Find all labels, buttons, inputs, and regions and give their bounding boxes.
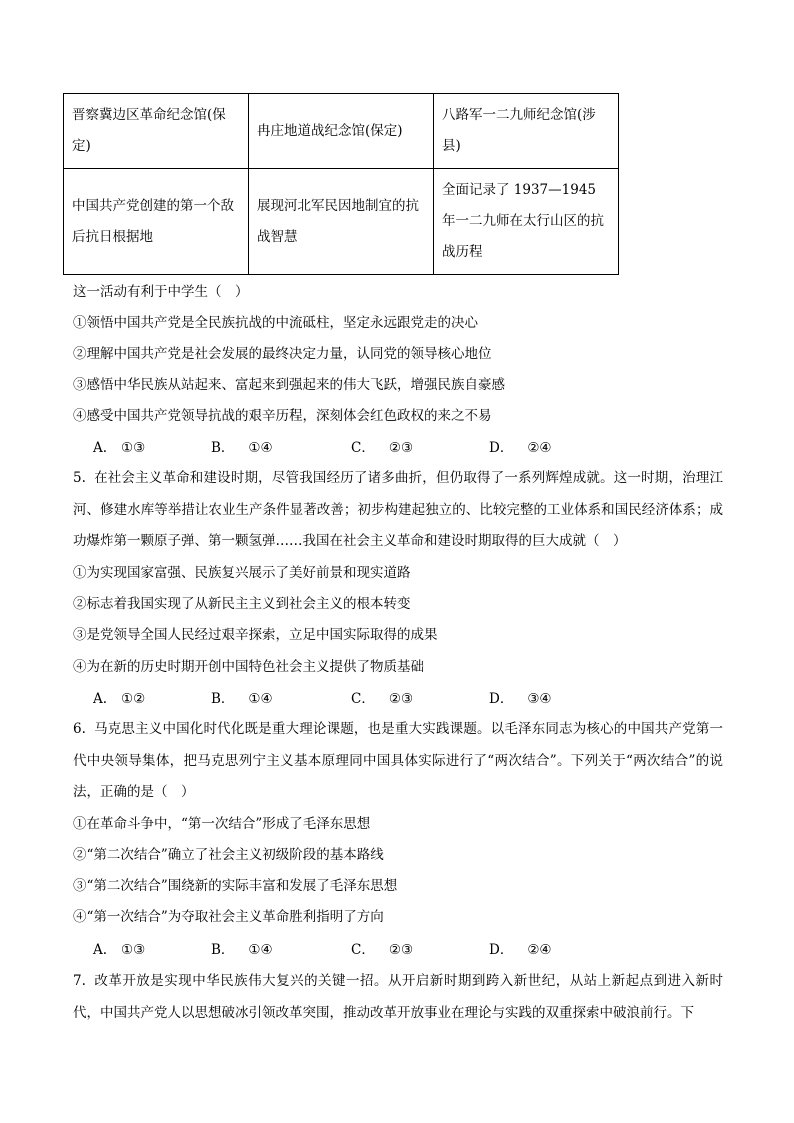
q5-number: 5. — [73, 470, 86, 486]
q4-item-3: ③感悟中华民族从站起来、富起来到强起来的伟大飞跃，增强民族自豪感 — [73, 377, 505, 393]
table-cell: 全面记录了 1937—1945 年一二九师在太行山区的抗战历程 — [434, 169, 619, 275]
option-a[interactable]: A. ①③ — [93, 942, 146, 958]
q6-item-4: ④“第一次结合”为夺取社会主义革命胜利指明了方向 — [73, 909, 384, 925]
q7-number: 7. — [73, 973, 86, 989]
q7-stem: 7. 改革开放是实现中华民族伟大复兴的关键一招。从开启新时期到跨入新世纪，从站上新起点到进入新时代，中国共产党人以思想破冰引领改革突围，推动改革开放事业在理论与实践的双重探索中破浪前行。下 — [73, 973, 723, 1021]
q6-item-3: ③“第二次结合”围绕新的实际丰富和发展了毛泽东思想 — [73, 878, 398, 894]
table-cell: 中国共产党创建的第一个敌后抗日根据地 — [64, 169, 249, 275]
table-row — [64, 169, 619, 275]
q4-item-1: ①领悟中国共产党是全民族抗战的中流砥柱，坚定永远跟党走的决心 — [73, 315, 478, 331]
q5-item-2: ②标志着我国实现了从新民主主义到社会主义的根本转变 — [73, 596, 411, 612]
table-cell: 展现河北军民因地制宜的抗战智慧 — [249, 169, 434, 275]
option-b[interactable]: B． ①④ — [211, 691, 273, 707]
q4-stem: 这一活动有利于中学生（ ） — [73, 284, 249, 300]
option-d[interactable]: D． ③④ — [489, 691, 552, 707]
option-c[interactable]: C． ②③ — [351, 440, 414, 456]
option-c[interactable]: C． ②③ — [351, 942, 414, 958]
q4-item-2: ②理解中国共产党是社会发展的最终决定力量，认同党的领导核心地位 — [73, 346, 492, 362]
option-c[interactable]: C． ②③ — [351, 691, 414, 707]
table-cell: 八路军一二九师纪念馆(涉县) — [434, 94, 619, 169]
option-a[interactable]: A. ①③ — [93, 440, 146, 456]
option-a[interactable]: A. ①② — [93, 691, 146, 707]
q6-item-2: ②“第二次结合”确立了社会主义初级阶段的基本路线 — [73, 847, 384, 863]
option-b[interactable]: B． ①④ — [211, 942, 273, 958]
q5-stem: 5. 在社会主义革命和建设时期，尽管我国经历了诸多曲折，但仍取得了一系列辉煌成就。这一时期，治理江河、修建水库等举措让农业生产条件显著改善；初步构建起独立的、比较完整的工业体系和国民经济体系；成功爆炸第一颗原子弹、第一颗氢弹……我国在社会主义革命和建设时期取得的巨大成就（ ） — [73, 470, 723, 549]
q6-number: 6. — [73, 721, 86, 737]
q5-item-1: ①为实现国家富强、民族复兴展示了美好前景和现实道路 — [73, 565, 411, 581]
option-b[interactable]: B． ①④ — [211, 440, 273, 456]
table-cell: 晋察冀边区革命纪念馆(保定) — [64, 94, 249, 169]
memorial-table — [63, 93, 619, 275]
q5-item-4: ④为在新的历史时期开创中国特色社会主义提供了物质基础 — [73, 659, 424, 675]
table-row — [64, 94, 619, 169]
q6-stem: 6. 马克思主义中国化时代化既是重大理论课题，也是重大实践课题。以毛泽东同志为核心的中国共产党第一代中央领导集体，把马克思列宁主义基本原理同中国具体实际进行了“两次结合”。下列关于“两次结合”的说法，正确的是（ ） — [73, 721, 723, 800]
table-cell: 冉庄地道战纪念馆(保定) — [249, 94, 434, 169]
q6-item-1: ①在革命斗争中，“第一次结合”形成了毛泽东思想 — [73, 816, 371, 832]
option-d[interactable]: D． ②④ — [489, 440, 552, 456]
option-d[interactable]: D． ②④ — [489, 942, 552, 958]
q5-item-3: ③是党领导全国人民经过艰辛探索，立足中国实际取得的成果 — [73, 627, 438, 643]
q4-item-4: ④感受中国共产党领导抗战的艰辛历程，深刻体会红色政权的来之不易 — [73, 408, 492, 424]
